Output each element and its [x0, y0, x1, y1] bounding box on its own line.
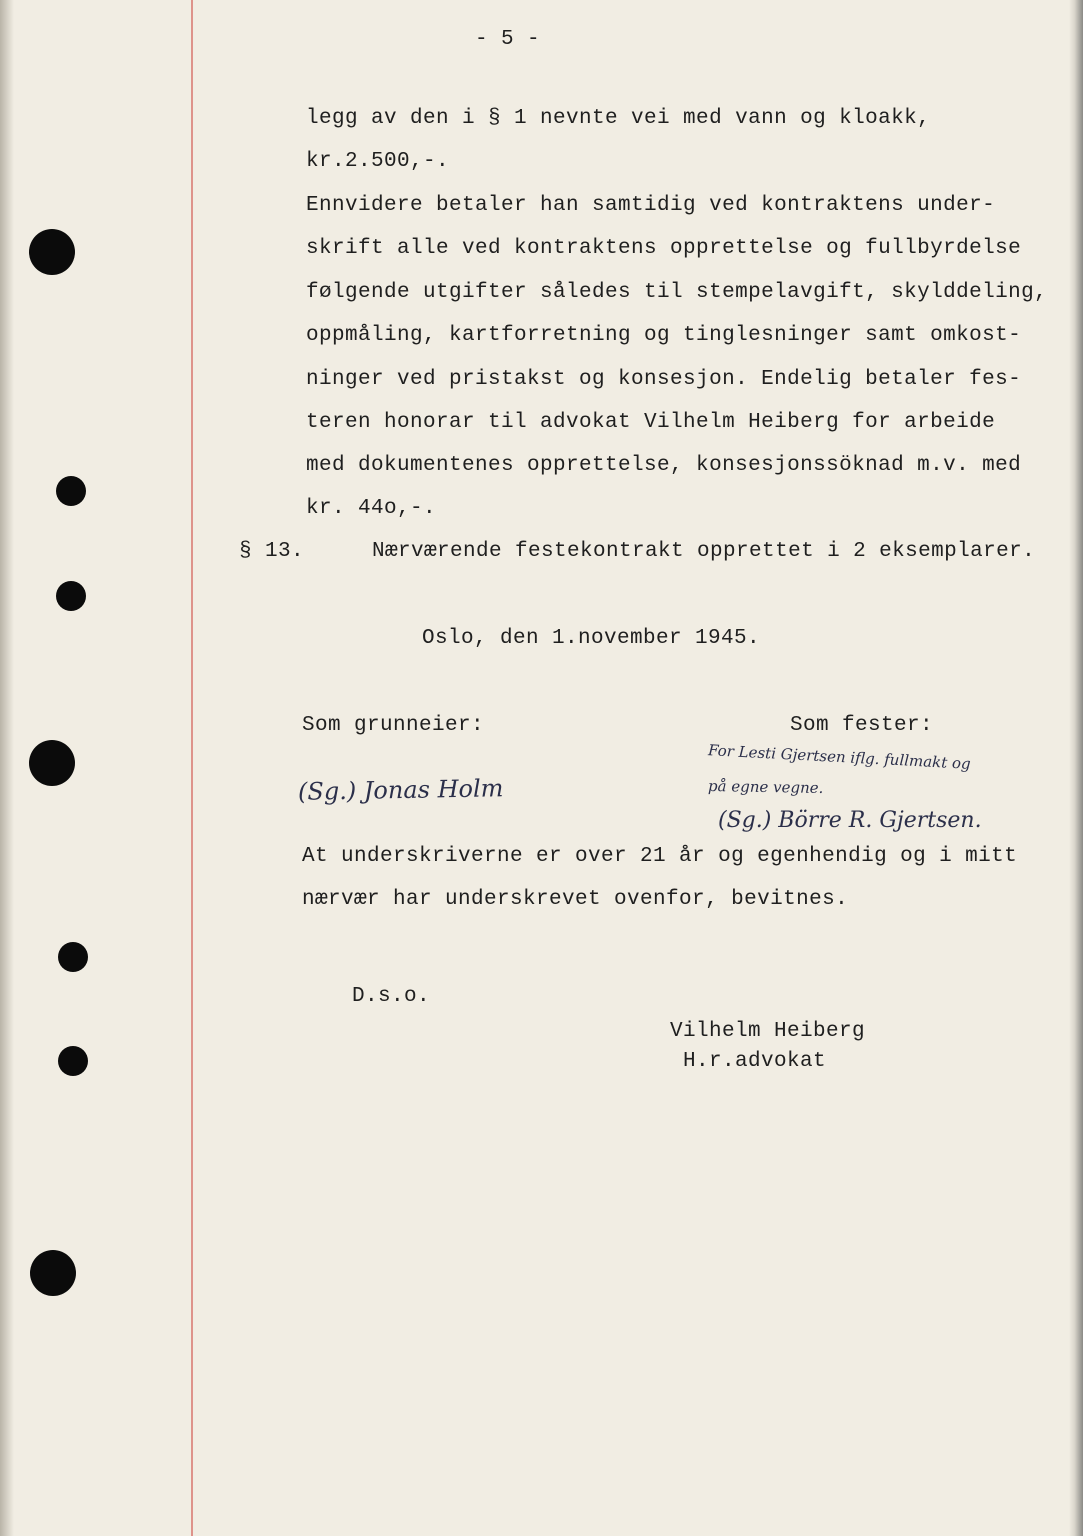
body-line: kr.2.500,-.	[306, 150, 450, 173]
body-line: ninger ved pristakst og konsesjon. Endelig betaler fes-	[306, 368, 1022, 391]
section-text: Nærværende festekontrakt opprettet i 2 eksemplarer.	[372, 540, 1036, 563]
landowner-signature: (Sg.) Jonas Holm	[297, 774, 504, 806]
punch-hole	[58, 942, 88, 972]
body-line: teren honorar til advokat Vilhelm Heiberg for arbeide	[306, 411, 996, 434]
punch-hole	[30, 1250, 76, 1296]
body-line: følgende utgifter således til stempelavgift, skylddeling,	[306, 281, 1048, 304]
dso-abbreviation: D.s.o.	[352, 985, 431, 1008]
body-line: kr. 44o,-.	[306, 497, 437, 520]
place-date: Oslo, den 1.november 1945.	[422, 627, 761, 650]
section-number: § 13.	[239, 540, 305, 563]
body-line: skrift alle ved kontraktens opprettelse og fullbyrdelse	[306, 237, 1022, 260]
page-left-edge	[0, 0, 14, 1536]
punch-hole	[29, 229, 75, 275]
tenant-label: Som fester:	[790, 714, 934, 737]
body-line: med dokumentenes opprettelse, konsesjonssöknad m.v. med	[306, 454, 1022, 477]
page-right-edge	[1069, 0, 1083, 1536]
witness-line: nærvær har underskrevet ovenfor, bevitnes.	[302, 888, 849, 911]
body-line: Ennvidere betaler han samtidig ved kontraktens under-	[306, 194, 996, 217]
tenant-signature: (Sg.) Börre R. Gjertsen.	[718, 808, 982, 833]
witness-line: At underskriverne er over 21 år og egenhendig og i mitt	[302, 845, 1018, 868]
attorney-name: Vilhelm Heiberg	[670, 1020, 866, 1043]
body-line: oppmåling, kartforretning og tinglesninger samt omkost-	[306, 324, 1022, 347]
tenant-signature-line: For Lesti Gjertsen iflg. fullmakt og	[707, 741, 972, 773]
margin-rule	[191, 0, 193, 1536]
punch-hole	[29, 740, 75, 786]
attorney-title: H.r.advokat	[683, 1050, 827, 1073]
punch-hole	[58, 1046, 88, 1076]
punch-hole	[56, 476, 86, 506]
tenant-signature-line: på egne vegne.	[707, 776, 824, 798]
page-number: - 5 -	[475, 28, 541, 51]
punch-hole	[56, 581, 86, 611]
landowner-label: Som grunneier:	[302, 714, 485, 737]
body-line: legg av den i § 1 nevnte vei med vann og kloakk,	[306, 107, 931, 130]
